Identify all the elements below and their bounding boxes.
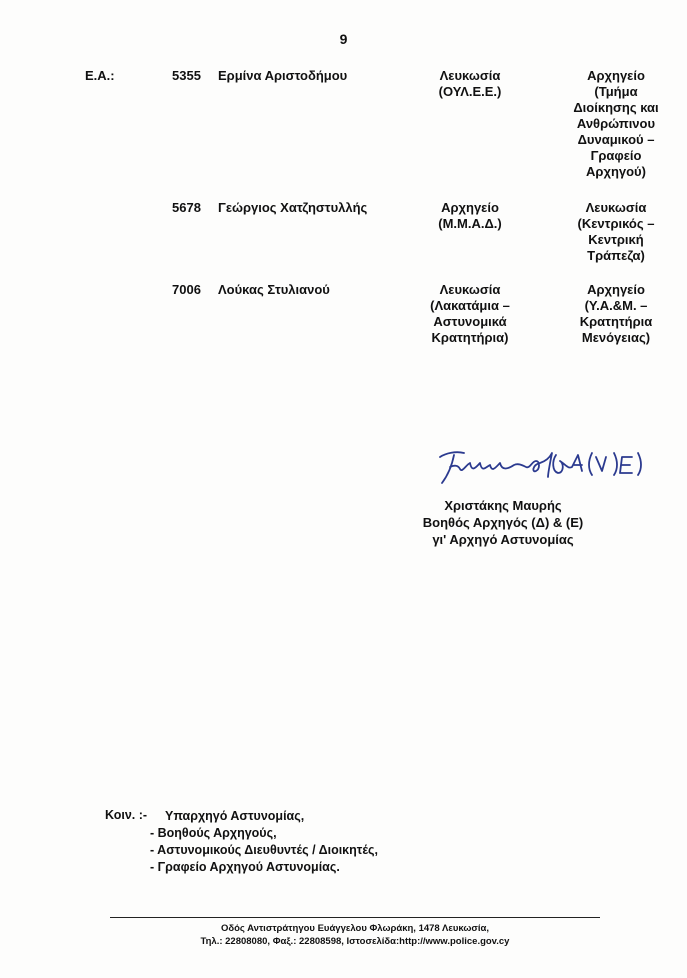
entry-name: Λούκας Στυλιανού [218,282,330,297]
handwritten-signature [432,443,652,493]
from-line: Κρατητήρια) [431,330,509,345]
entry-name: Γεώργιος Χατζηστυλλής [218,200,368,215]
to-line: (Υ.Α.&Μ. – [584,298,648,313]
to-line: Δυναμικού – [577,132,655,147]
to-line: Λευκωσία [585,200,647,215]
entry-to [546,200,686,264]
footer-contact: Τηλ.: 22808080, Φαξ.: 22808598, Ιστοσελίδα:http://www.police.gov.cy [200,936,510,947]
to-line: Γραφείο [590,148,642,163]
from-line: Λευκωσία [439,68,501,83]
from-line: Αστυνομικά [433,314,507,329]
signatory-on-behalf: γι' Αρχηγό Αστυνομίας [432,532,574,547]
from-line: Αρχηγείο [441,200,499,215]
entry-to [546,282,686,346]
entry-to [546,68,686,180]
copies-item: - Γραφείο Αρχηγού Αστυνομίας. [150,860,340,874]
copies-item: - Αστυνομικούς Διευθυντές / Διοικητές, [150,843,378,857]
entry-from [405,200,535,232]
entry-number: 7006 [172,282,201,297]
to-line: Αρχηγού) [586,164,646,179]
signatory-name: Χριστάκης Μαυρής [444,498,562,513]
footer-address: Οδός Αντιστράτηγου Ευάγγελου Φλωράκη, 1478 Λευκωσία, [220,923,490,934]
rank-label: Ε.Α.: [85,68,115,83]
from-line: (Λακατάμια – [430,298,510,313]
entry-number: 5355 [172,68,201,83]
to-line: (Τμήμα [594,84,638,99]
to-line: Ανθρώπινου [576,116,656,131]
copies-item: - Βοηθούς Αρχηγούς, [150,826,277,840]
footer-divider [110,917,600,918]
to-line: Τράπεζα) [587,248,645,263]
to-line: Αρχηγείο [587,282,645,297]
signature-block [398,497,608,548]
to-line: Κρατητήρια [579,314,653,329]
from-line: (ΟΥΛ.Ε.Ε.) [438,84,502,99]
entry-number: 5678 [172,200,201,215]
to-line: Κεντρική [588,232,644,247]
entry-from [405,68,535,100]
entry-from [405,282,535,346]
from-line: (Μ.Μ.Α.Δ.) [438,216,502,231]
to-line: Διοίκησης και [573,100,659,115]
entry-name: Ερμίνα Αριστοδήμου [218,68,348,83]
to-line: (Κεντρικός – [577,216,655,231]
from-line: Λευκωσία [439,282,501,297]
to-line: Μενόγειας) [581,330,651,345]
copies-item: Υπαρχηγό Αστυνομίας, [165,809,305,823]
copies-label: Κοιν. :- [105,808,148,822]
signatory-title: Βοηθός Αρχηγός (Δ) & (Ε) [422,515,584,530]
page-number: 9 [339,31,348,47]
to-line: Αρχηγείο [587,68,645,83]
footer [100,922,610,948]
copies-list [150,808,378,876]
